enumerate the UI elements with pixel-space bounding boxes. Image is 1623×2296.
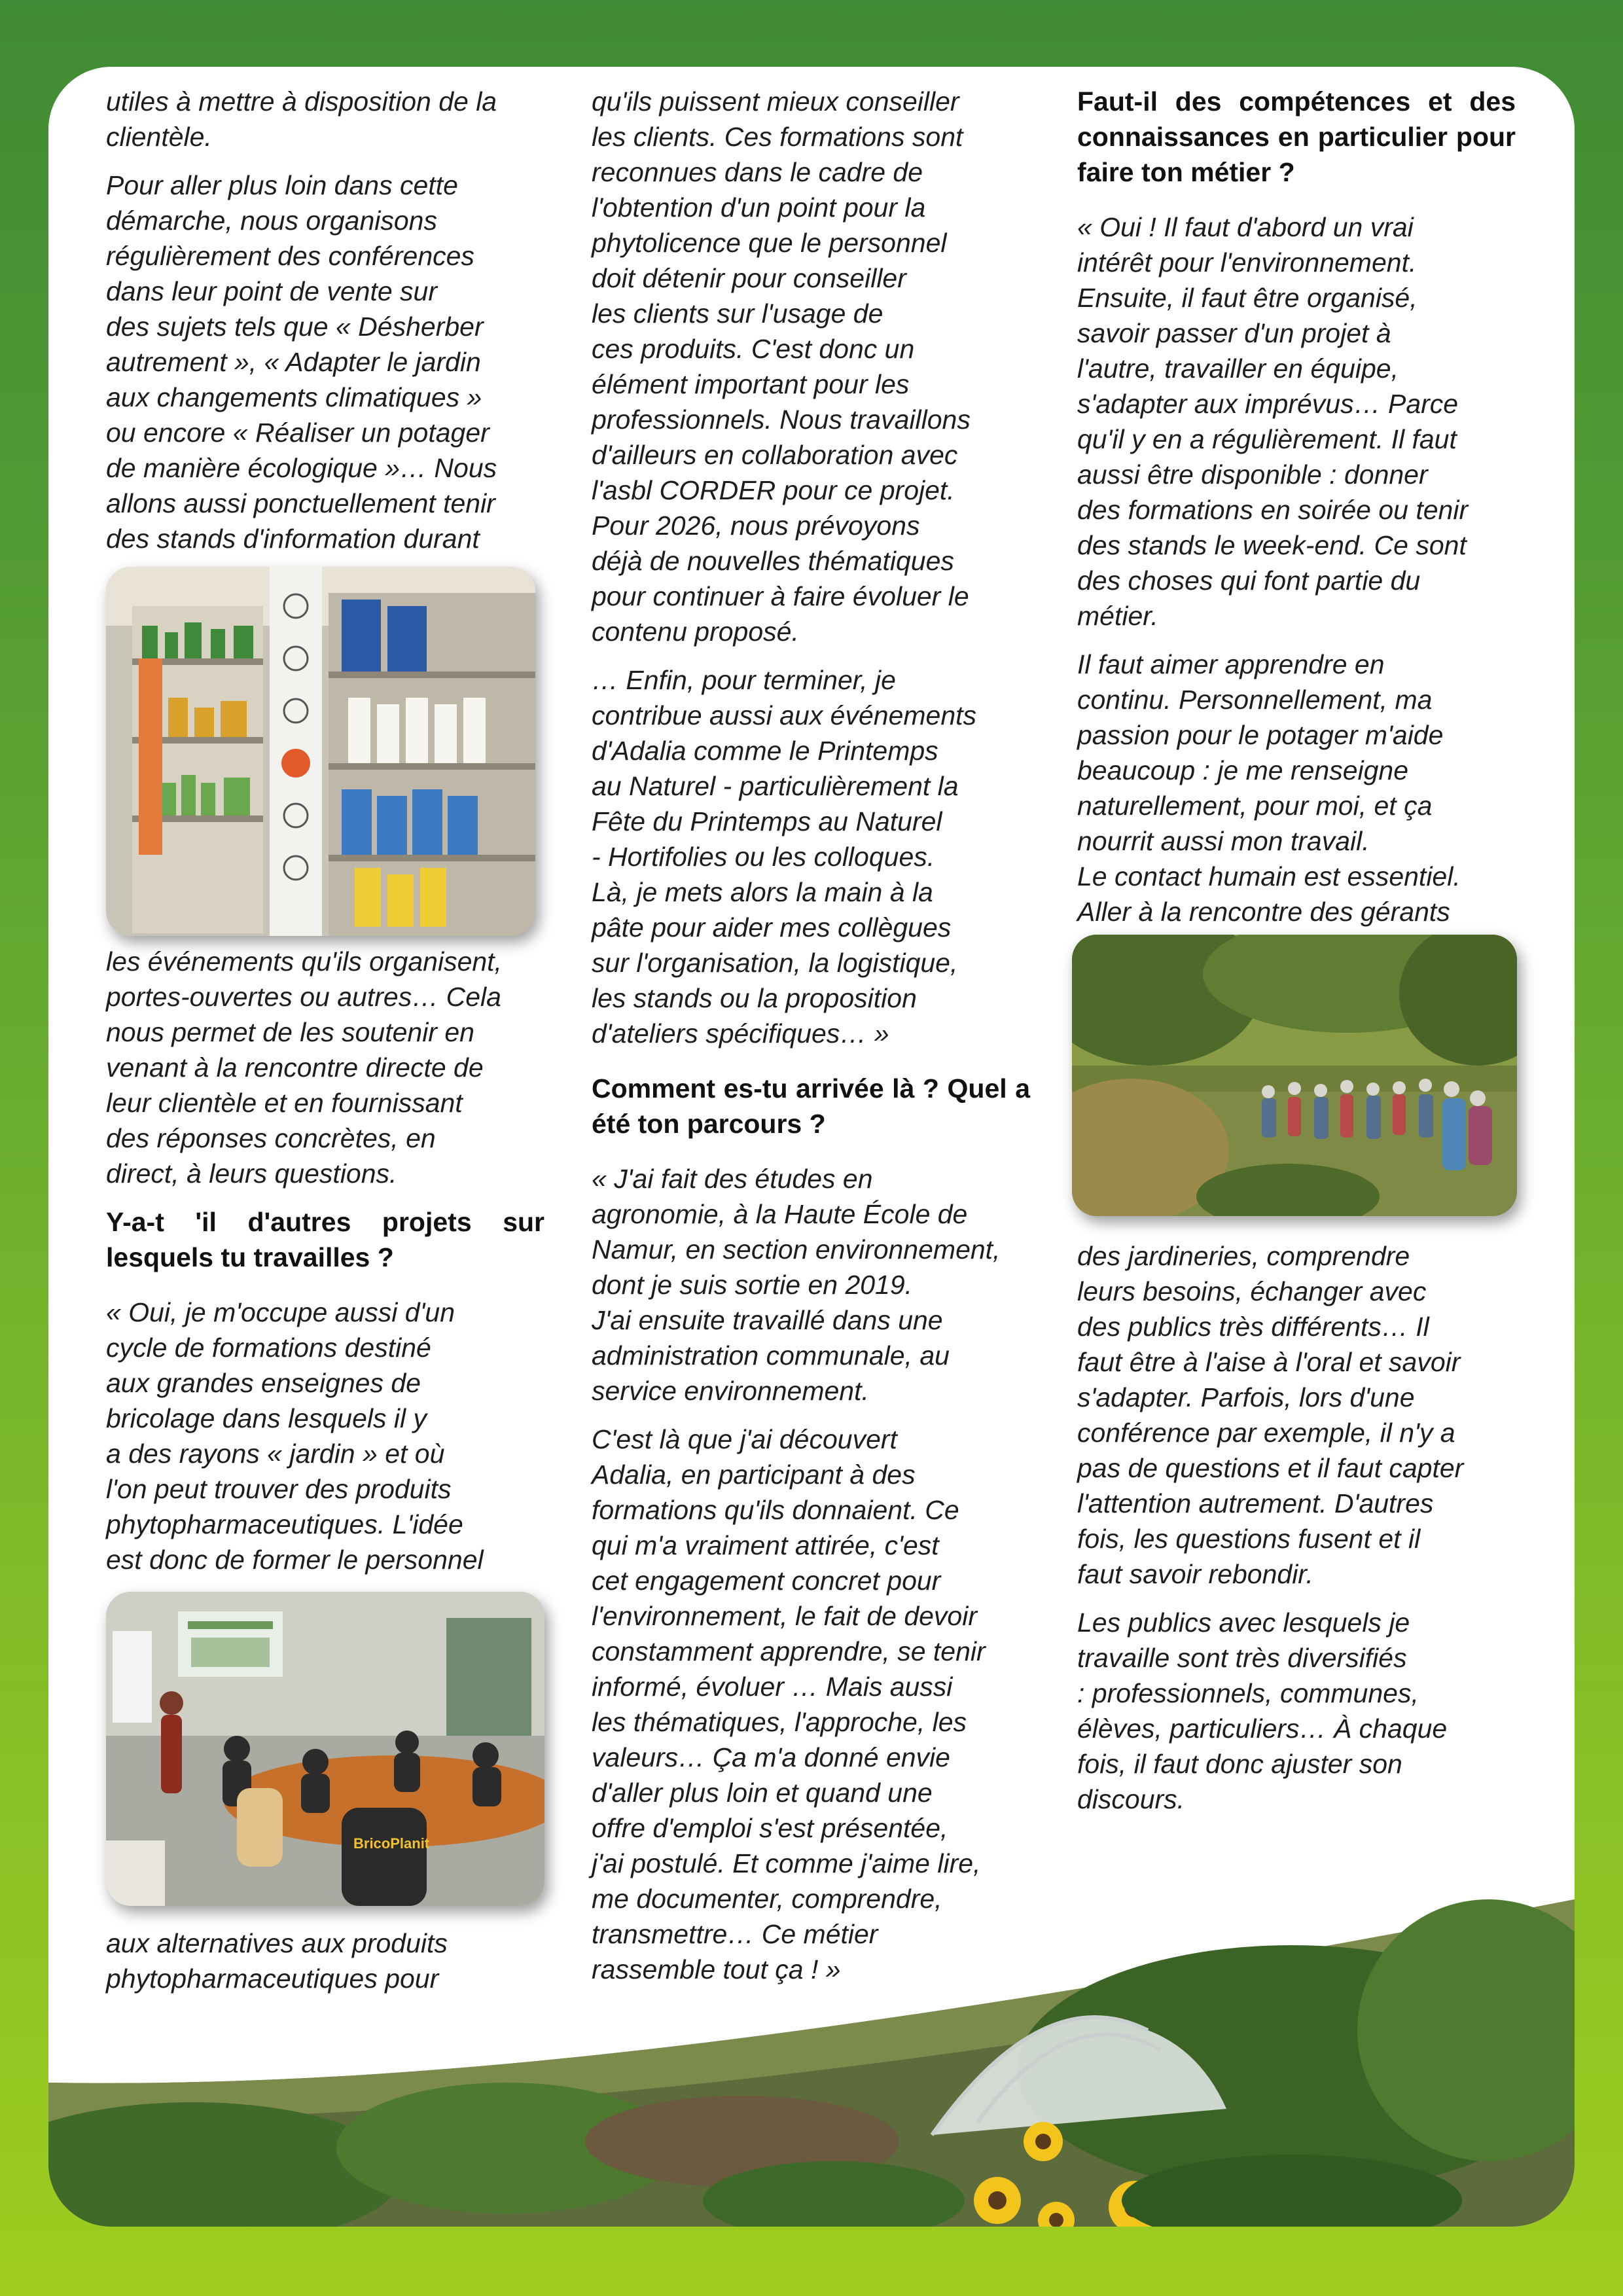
garden-visit-image	[1072, 935, 1517, 1216]
store-shelves-image	[106, 567, 535, 936]
photo-store-shelves	[106, 567, 535, 936]
col1-paragraph-4: « Oui, je m'occupe aussi d'un cycle de formations destiné aux grandes enseignes de bricolage dans lesquels il y a des rayons « jardin » et où l'on peut trouver des produits phytopharmaceutiques. L'idée est donc de former le personnel	[106, 1297, 484, 1575]
column-2	[592, 84, 1030, 2000]
column-3-bottom	[1077, 1238, 1516, 1830]
garden-footer-image	[48, 1834, 1575, 2227]
col1-paragraph-1: utiles à mettre à disposition de la clientèle.	[106, 86, 497, 152]
col3-paragraph-4: Les publics avec lesquels je travaille sont très diversifiés : professionnels, communes, élèves, particuliers… À chaque fois, il faut donc ajuster son discours.	[1077, 1607, 1448, 1814]
col3-paragraph-3: des jardineries, comprendre leurs besoins, échanger avec des publics très différents… Il faut être à l'aise à l'oral et savoir s'adapter. Parfois, lors d'une conférence par exemple, il n'y a pas de questions et il faut capter l'attention autrement. D'autres fois, les questions fusent et il faut savoir rebondir.	[1077, 1241, 1464, 1589]
col1-paragraph-2: Pour aller plus loin dans cette démarche, nous organisons régulièrement des conférences dans leur point de vente sur des sujets tels que « Désherber autrement », « Adapter le jardin aux changements climatiques » ou encore « Réaliser un potager de manière écologique »… Nous allons aussi ponctuellement tenir des stands d'information durant	[106, 170, 497, 554]
page-card	[48, 67, 1575, 2227]
column-3	[1077, 84, 1516, 942]
col2-paragraph-3: « J'ai fait des études en agronomie, à la Haute École de Namur, en section environnement, dont je suis sortie en 2019. J'ai ensuite travaillé dans une administration communale, au service environnement.	[592, 1164, 1001, 1406]
col2-paragraph-1: qu'ils puissent mieux conseiller les clients. Ces formations sont reconnues dans le cadre de l'obtention d'un point pour la phytolicence que le personnel doit détenir pour conseiller les clients sur l'usage de ces produits. C'est donc un élément important pour les professionnels. Nous travaillons d'ailleurs en collaboration avec l'asbl CORDER pour ce projet. Pour 2026, nous prévoyons déjà de nouvelles thématiques pour continuer à faire évoluer le contenu proposé.	[592, 86, 971, 647]
col2-paragraph-4: C'est là que j'ai découvert Adalia, en participant à des formations qu'ils donnaient. Ce qui m'a vraiment attirée, c'est cet engagement concret pour l'environnement, le fait de devoir constamment apprendre, se tenir informé, évoluer … Mais aussi les thématiques, l'approche, les valeurs… Ça m'a donné envie d'aller plus loin et quand une offre d'emploi s'est présentée, j'ai postulé. Et comme j'aime lire, me documenter, comprendre, transmettre… Ce métier rassemble tout ça ! »	[592, 1424, 986, 1984]
col1-question-heading: Y-a-t 'il d'autres projets sur lesquels tu travailles ?	[106, 1207, 544, 1272]
photo-garden-visit	[1072, 935, 1517, 1216]
col2-question-heading: Comment es-tu arrivée là ? Quel a été ton parcours ?	[592, 1073, 1030, 1139]
col3-paragraph-2: Il faut aimer apprendre en continu. Personnellement, ma passion pour le potager m'aide beaucoup : je me renseigne naturellement, pour moi, et ça nourrit aussi mon travail. Le contact humain est essentiel. Aller à la rencontre des gérants	[1077, 649, 1461, 927]
bricoplanit-logo: BricoPlanit	[353, 1835, 430, 1852]
col1-paragraph-5: aux alternatives aux produits phytopharmaceutiques pour	[106, 1928, 448, 1994]
col2-paragraph-2: … Enfin, pour terminer, je contribue aussi aux événements d'Adalia comme le Printemps au Naturel - particulièrement la Fête du Printemps au Naturel - Hortifolies ou les colloques. Là, je mets alors la main à la pâte pour aider mes collègues sur l'organisation, la logistique, les stands ou la proposition d'ateliers spécifiques… »	[592, 665, 977, 1049]
col3-paragraph-1: « Oui ! Il faut d'abord un vrai intérêt pour l'environnement. Ensuite, il faut être organisé, savoir passer d'un projet à l'autre, travailler en équipe, s'adapter aux imprévus… Parce qu'il y en a régulièrement. Il faut aussi être disponible : donner des formations en soirée ou tenir des stands le week-end. Ce sont des choses qui font partie du métier.	[1077, 212, 1469, 631]
column-1-mid	[106, 944, 544, 1590]
col1-paragraph-3: les événements qu'ils organisent, portes-ouvertes ou autres… Cela nous permet de les soutenir en venant à la rencontre directe de leur clientèle et en fournissant des réponses concrètes, en direct, à leurs questions.	[106, 946, 502, 1189]
column-1	[106, 84, 544, 569]
col3-question-heading: Faut-il des compétences et des connaissances en particulier pour faire ton métier ?	[1077, 86, 1516, 187]
